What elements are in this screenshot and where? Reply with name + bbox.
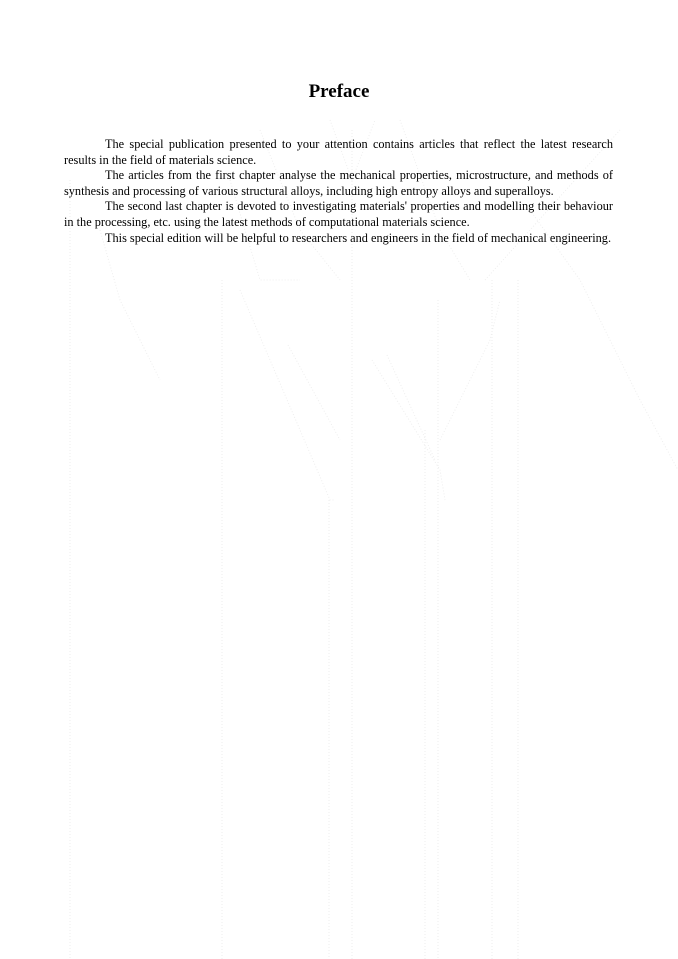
page-title: Preface (308, 81, 370, 102)
paragraph: The articles from the first chapter analyse the mechanical properties, microstructure, and methods of synthesis and processing of various structural alloys, including high entropy alloys and superalloys. (64, 168, 613, 198)
paragraph: The second last chapter is devoted to investigating materials' properties and modelling their behaviour in the processing, etc. using the latest methods of computational materials science. (64, 199, 613, 229)
preface-body (64, 137, 613, 246)
paragraph: The special publication presented to your attention contains articles that reflect the latest research results in the field of materials science. (64, 137, 613, 167)
paragraph: This special edition will be helpful to researchers and engineers in the field of mechanical engineering. (105, 230, 612, 245)
